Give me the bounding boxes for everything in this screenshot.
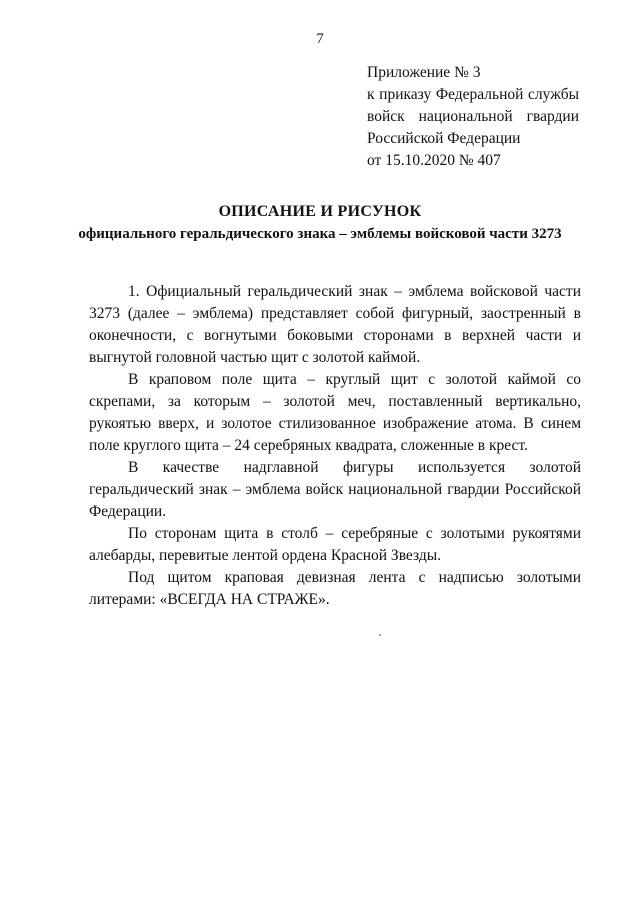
page-number: 7 (316, 31, 324, 47)
appendix-line-4: Российской Федерации (367, 130, 521, 147)
paragraph-3: В качестве надглавной фигуры используется золотой геральдический знак – эмблема войск национальной гвардии Российской Федерации. (89, 459, 581, 520)
appendix-line-3: войск национальной гвардии (367, 108, 579, 125)
paragraph-5: Под щитом краповая девизная лента с надписью золотыми литерами: «ВСЕГДА НА СТРАЖЕ». (89, 569, 581, 608)
appendix-header (367, 62, 579, 172)
document-body (89, 281, 581, 611)
scan-speck (379, 634, 381, 636)
document-title: ОПИСАНИЕ И РИСУНОК (218, 203, 422, 220)
appendix-line-2: к приказу Федеральной службы (367, 86, 579, 103)
paragraph-4: По сторонам щита в столб – серебряные с золотыми рукоятями алебарды, перевитые лентой ордена Красной Звезды. (89, 525, 581, 564)
appendix-line-5: от 15.10.2020 № 407 (367, 152, 501, 169)
appendix-line-1: Приложение № 3 (367, 64, 481, 81)
document-subtitle: официального геральдического знака – эмблемы войсковой части 3273 (78, 226, 562, 242)
paragraph-2: В краповом поле щита – круглый щит с золотой каймой со скрепами, за которым – золотой меч, поставленный вертикально, рукоятью вверх, и золотое стилизованное изображение атома. В синем поле круглого щита – 24 серебряных квадрата, сложенные в крест. (89, 371, 581, 454)
paragraph-1: 1. Официальный геральдический знак – эмблема войсковой части 3273 (далее – эмблема) представляет собой фигурный, заостренный в оконечности, с вогнутыми боковыми сторонами в верхней части и выгнутой головной частью щит с золотой каймой. (89, 283, 581, 366)
